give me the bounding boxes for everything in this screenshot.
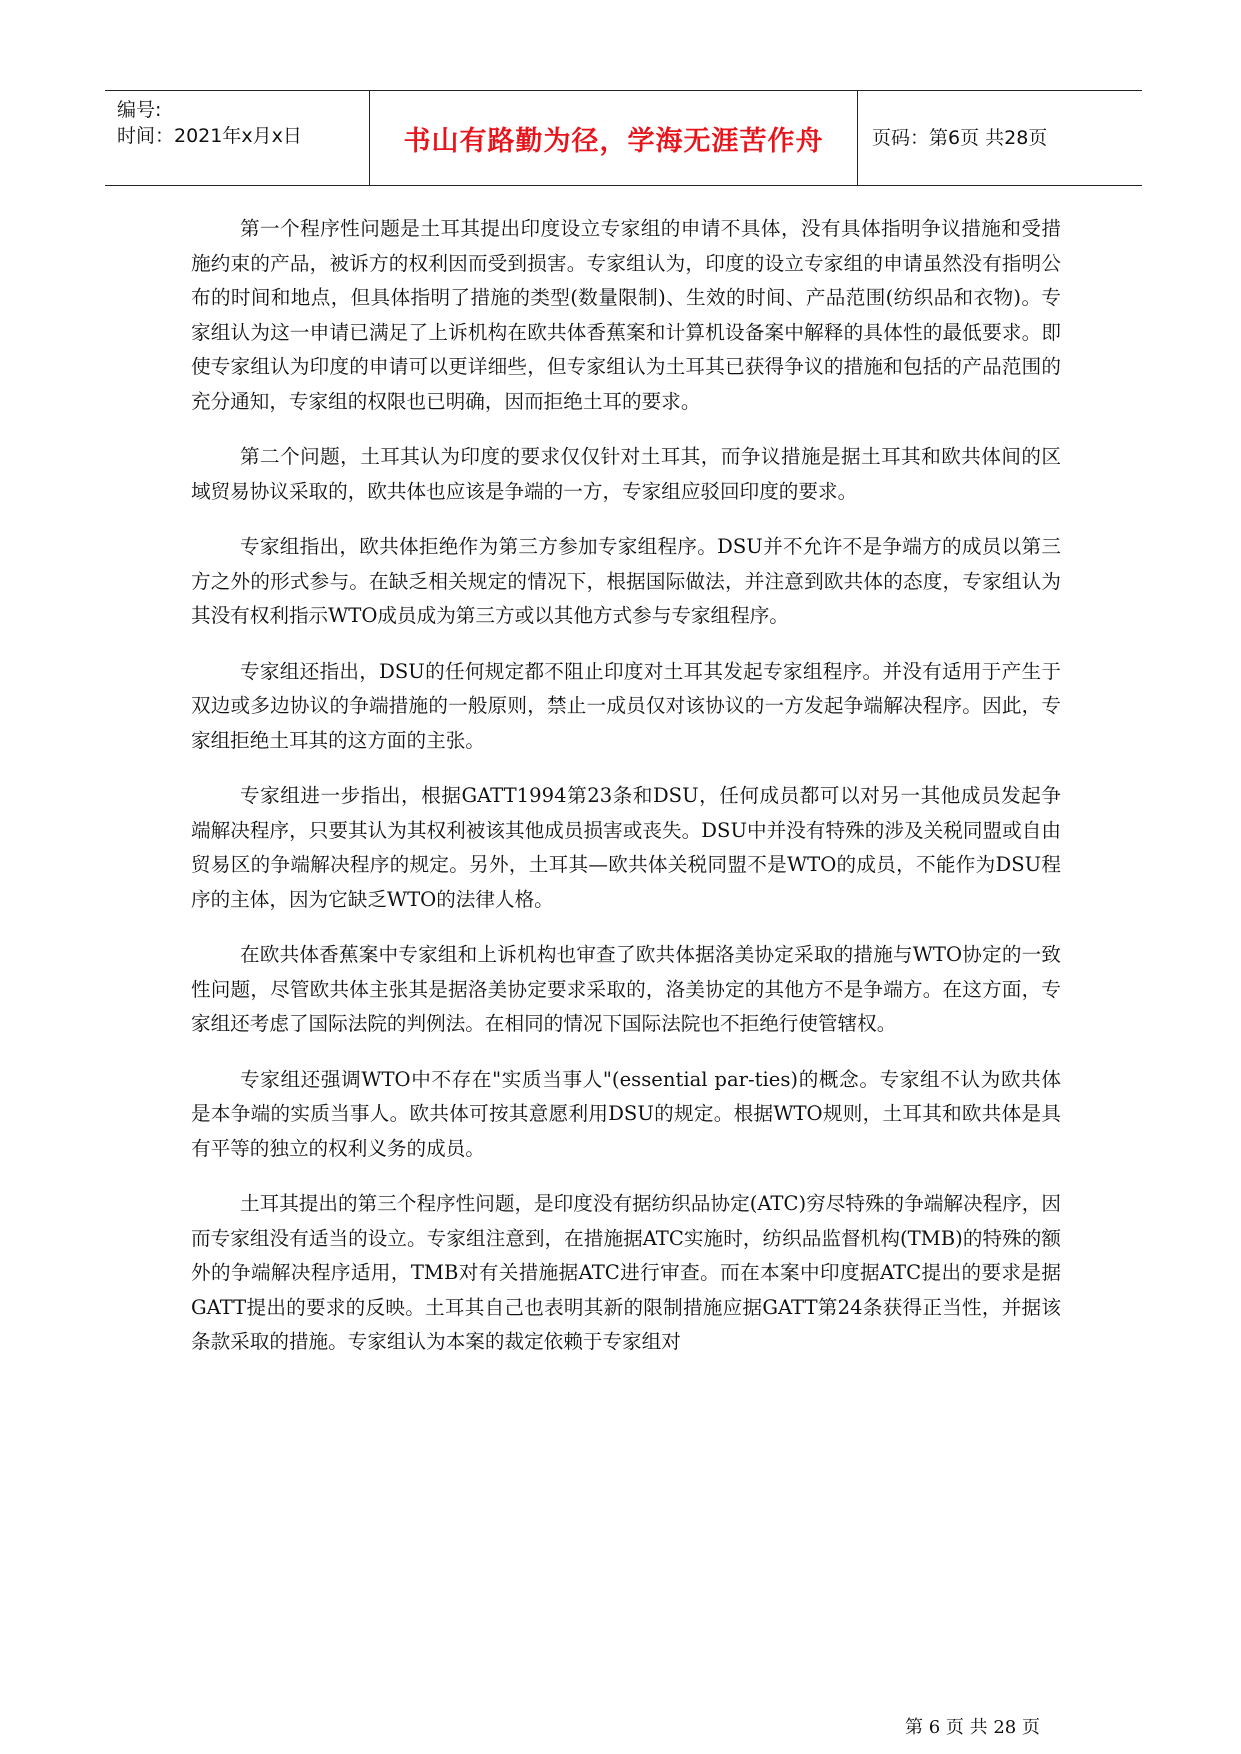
paragraph-4: 专家组还指出，DSU的任何规定都不阻止印度对土耳其发起专家组程序。并没有适用于产生于双边或多边协议的争端措施的一般原则，禁止一成员仅对该协议的一方发起争端解决程序。因此，专家组拒绝土耳其的这方面的主张。 <box>191 659 1061 752</box>
header-page-cell <box>858 91 1142 185</box>
page-footer: 第 6 页 共 28 页 <box>905 1717 1040 1738</box>
page-header-table <box>105 90 1142 186</box>
document-number-label: 编号: <box>117 99 162 121</box>
paragraph-3: 专家组指出，欧共体拒绝作为第三方参加专家组程序。DSU并不允许不是争端方的成员以第三方之外的形式参与。在缺乏相关规定的情况下，根据国际做法，并注意到欧共体的态度，专家组认为其没有权利指示WTO成员成为第三方或以其他方式参与专家组程序。 <box>191 535 1061 627</box>
paragraph-6: 在欧共体香蕉案中专家组和上诉机构也审查了欧共体据洛美协定采取的措施与WTO协定的一致性问题，尽管欧共体主张其是据洛美协定要求采取的，洛美协定的其他方不是争端方。在这方面，专家组还考虑了国际法院的判例法。在相同的情况下国际法院也不拒绝行使管辖权。 <box>191 943 1061 1035</box>
header-info-cell <box>105 91 370 185</box>
header-motto: 书山有路勤为径，学海无涯苦作舟 <box>403 126 824 157</box>
document-body <box>191 212 1061 1381</box>
document-time-label: 时间：2021年x月x日 <box>117 125 302 147</box>
paragraph-2: 第二个问题，土耳其认为印度的要求仅仅针对土耳其，而争议措施是据土耳其和欧共体间的区域贸易协议采取的，欧共体也应该是争端的一方，专家组应驳回印度的要求。 <box>191 445 1061 503</box>
header-motto-cell <box>370 91 858 185</box>
paragraph-8: 土耳其提出的第三个程序性问题，是印度没有据纺织品协定(ATC)穷尽特殊的争端解决程序，因而专家组没有适当的设立。专家组注意到，在措施据ATC实施时，纺织品监督机构(TMB)的特殊的额外的争端解决程序适用，TMB对有关措施据ATC进行审查。而在本案中印度据ATC提出的要求是据GATT提出的要求的反映。土耳其自己也表明其新的限制措施应据GATT第24条获得正当性，并据该条款采取的措施。专家组认为本案的裁定依赖于专家组对 <box>191 1192 1061 1353</box>
paragraph-7: 专家组还强调WTO中不存在"实质当事人"(essential par-ties)的概念。专家组不认为欧共体是本争端的实质当事人。欧共体可按其意愿利用DSU的规定。根据WTO规则，土耳其和欧共体是具有平等的独立的权利义务的成员。 <box>191 1067 1061 1160</box>
paragraph-1: 第一个程序性问题是土耳其提出印度设立专家组的申请不具体，没有具体指明争议措施和受措施约束的产品，被诉方的权利因而受到损害。专家组认为，印度的设立专家组的申请虽然没有指明公布的时间和地点，但具体指明了措施的类型(数量限制)、生效的时间、产品范围(纺织品和衣物)。专家组认为这一申请已满足了上诉机构在欧共体香蕉案和计算机设备案中解释的具体性的最低要求。即使专家组认为印度的申请可以更详细些，但专家组认为土耳其已获得争议的措施和包括的产品范围的充分通知，专家组的权限也已明确，因而拒绝土耳的要求。 <box>191 217 1061 413</box>
paragraph-5: 专家组进一步指出，根据GATT1994第23条和DSU，任何成员都可以对另一其他成员发起争端解决程序，只要其认为其权利被该其他成员损害或丧失。DSU中并没有特殊的涉及关税同盟或自由贸易区的争端解决程序的规定。另外，土耳其—欧共体关税同盟不是WTO的成员，不能作为DSU程序的主体，因为它缺乏WTO的法律人格。 <box>191 784 1061 911</box>
header-page-info: 页码：第6页 共28页 <box>872 127 1048 149</box>
